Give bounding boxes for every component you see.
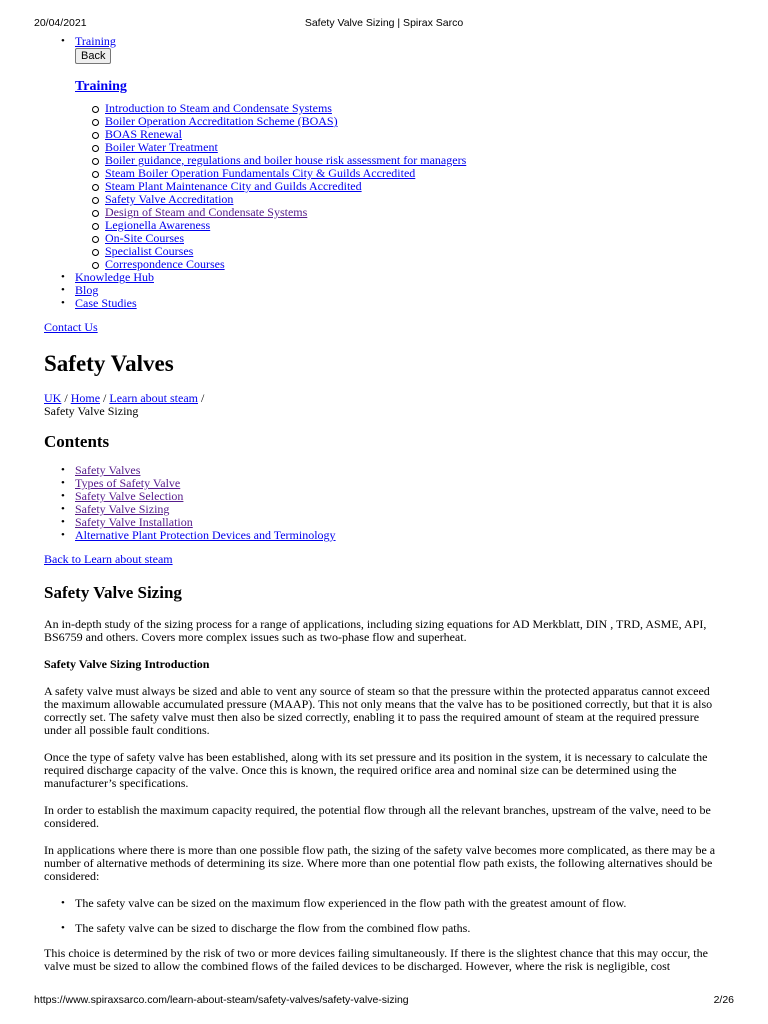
nav-item-blog xyxy=(44,284,724,297)
article-bullet: • The safety valve can be sized to discharge the flow from the combined flow paths. xyxy=(44,922,724,935)
article-bullet-list xyxy=(44,897,724,935)
training-item-link[interactable]: BOAS Renewal xyxy=(105,127,182,141)
case-studies-link[interactable]: Case Studies xyxy=(75,296,137,310)
nav-item-knowledge-hub xyxy=(44,271,724,284)
training-item-link[interactable]: Boiler Water Treatment xyxy=(105,140,218,154)
training-item-link[interactable]: Specialist Courses xyxy=(105,244,194,258)
page-content xyxy=(44,35,724,973)
training-item-link[interactable]: Boiler Operation Accreditation Scheme (BOAS) xyxy=(105,114,338,128)
nav-list xyxy=(44,35,724,310)
nav-item-case-studies xyxy=(44,297,724,310)
contents-list xyxy=(44,464,724,542)
print-header xyxy=(34,17,734,31)
contents-heading: Contents xyxy=(44,432,110,451)
back-button[interactable]: Back xyxy=(75,48,111,64)
contents-item xyxy=(44,529,724,542)
training-link[interactable]: Training xyxy=(75,34,116,48)
print-date: 20/04/2021 xyxy=(34,17,87,29)
training-item-link[interactable]: Legionella Awareness xyxy=(105,218,211,232)
print-title: Safety Valve Sizing | Spirax Sarco xyxy=(304,17,464,29)
training-submenu xyxy=(75,102,724,271)
contents-link[interactable]: Safety Valve Selection xyxy=(75,489,184,503)
back-to-learn-link[interactable]: Back to Learn about steam xyxy=(44,552,173,566)
contents-link[interactable]: Safety Valve Sizing xyxy=(75,502,170,516)
breadcrumb-separator: / xyxy=(100,391,110,405)
training-item xyxy=(75,258,724,271)
training-item-link[interactable]: Steam Plant Maintenance City and Guilds Accredited xyxy=(105,179,362,193)
training-item-link[interactable]: Correspondence Courses xyxy=(105,257,225,271)
print-page-number: 2/26 xyxy=(713,994,734,1006)
article-paragraph: A safety valve must always be sized and able to vent any source of steam so that the pressure within the protected apparatus cannot exceed the maximum allowable accumulated pressure (MAAP). This not only means that the valve has to be positioned correctly, but that it is also correctly set. The safety valve must then also be sized correctly, enabling it to pass the required amount of steam at the required pressure under all possible fault conditions. xyxy=(44,684,713,737)
page-title: Safety Valves xyxy=(44,351,174,376)
article-paragraph: In applications where there is more than one possible flow path, the sizing of the safety valve becomes more complicated, as there may be a number of alternative methods of determining its size. Where more than one potential flow path exists, the following alternatives should be considered: xyxy=(44,843,716,883)
article-intro: An in-depth study of the sizing process for a range of applications, including sizing equations for AD Merkblatt, DIN , TRD, ASME, API, BS6759 and others. Covers more complex issues such as two-phase flow and superheat. xyxy=(44,617,707,644)
print-url: https://www.spiraxsarco.com/learn-about-steam/safety-valves/safety-valve-sizing xyxy=(34,994,409,1006)
contents-link[interactable]: Safety Valve Installation xyxy=(75,515,193,529)
blog-link[interactable]: Blog xyxy=(75,283,99,297)
article-bullet: • The safety valve can be sized on the maximum flow experienced in the flow path with the greatest amount of flow. xyxy=(44,897,724,910)
breadcrumb xyxy=(44,392,724,418)
contents-link[interactable]: Types of Safety Valve xyxy=(75,476,181,490)
article-paragraph: In order to establish the maximum capacity required, the potential flow through all the relevant branches, upstream of the valve, need to be considered. xyxy=(44,803,711,830)
training-item-link[interactable]: Introduction to Steam and Condensate Systems xyxy=(105,101,332,115)
breadcrumb-home[interactable]: Home xyxy=(70,391,101,405)
contact-us-link[interactable]: Contact Us xyxy=(44,320,98,334)
knowledge-hub-link[interactable]: Knowledge Hub xyxy=(75,270,154,284)
contents-link[interactable]: Safety Valves xyxy=(75,463,141,477)
contents-link[interactable]: Alternative Plant Protection Devices and Terminology xyxy=(75,528,336,542)
breadcrumb-uk[interactable]: UK xyxy=(44,391,62,405)
breadcrumb-separator: / xyxy=(198,391,205,405)
training-item-link[interactable]: Design of Steam and Condensate Systems xyxy=(105,205,308,219)
nav-item-training xyxy=(44,35,724,271)
training-item-link[interactable]: Steam Boiler Operation Fundamentals City & Guilds Accredited xyxy=(105,166,416,180)
breadcrumb-learn[interactable]: Learn about steam xyxy=(109,391,198,405)
training-item-link[interactable]: Boiler guidance, regulations and boiler house risk assessment for managers xyxy=(105,153,467,167)
article-paragraph: This choice is determined by the risk of two or more devices failing simultaneously. If there is the slightest chance that this may occur, the valve must be sized to allow the combined flows of the failed devices to be discharged. However, where the risk is negligible, cost xyxy=(44,946,708,973)
print-footer xyxy=(34,994,734,1008)
breadcrumb-current: Safety Valve Sizing xyxy=(44,404,139,418)
article-subheading: Safety Valve Sizing Introduction xyxy=(44,657,210,671)
breadcrumb-separator: / xyxy=(61,391,71,405)
article-paragraph: Once the type of safety valve has been established, along with its set pressure and its position in the system, it is necessary to calculate the required discharge capacity of the valve. Once this is known, the required orifice area and nominal size can be determined using the manufacturer’s specifications. xyxy=(44,750,708,790)
training-heading-link[interactable]: Training xyxy=(75,79,127,94)
article-title: Safety Valve Sizing xyxy=(44,583,182,602)
training-item-link[interactable]: On-Site Courses xyxy=(105,231,184,245)
training-item-link[interactable]: Safety Valve Accreditation xyxy=(105,192,234,206)
